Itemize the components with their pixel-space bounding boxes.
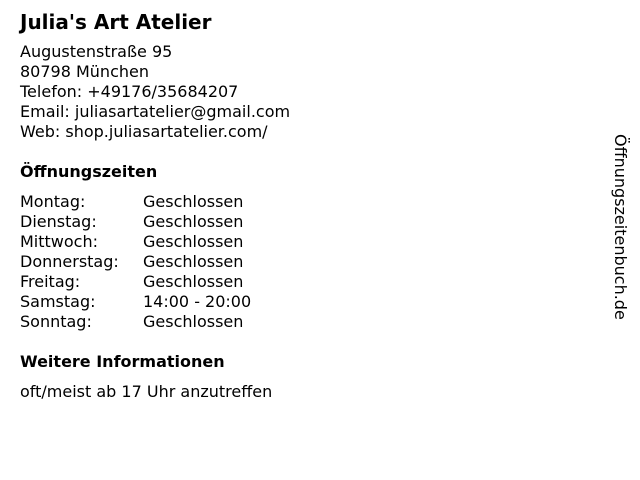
web-line: Web: shop.juliasartatelier.com/	[20, 122, 268, 141]
contact-block	[20, 42, 600, 142]
day-hours: Geschlossen	[143, 232, 244, 251]
opening-hours-heading: Öffnungszeiten	[20, 162, 158, 181]
opening-hours-table	[20, 192, 251, 332]
day-hours: Geschlossen	[143, 212, 244, 231]
business-name: Julia's Art Atelier	[20, 10, 212, 34]
day-hours: 14:00 - 20:00	[143, 292, 252, 311]
brand-watermark	[602, 134, 640, 364]
hours-row-saturday	[20, 292, 251, 312]
day-hours: Geschlossen	[143, 272, 244, 291]
day-label: Mittwoch:	[20, 232, 98, 251]
brand-text: Öffnungszeitenbuch.de	[611, 134, 630, 320]
day-label: Montag:	[20, 192, 86, 211]
hours-row-sunday	[20, 312, 251, 332]
day-label: Dienstag:	[20, 212, 97, 231]
more-info-heading: Weitere Informationen	[20, 352, 225, 371]
hours-row-thursday	[20, 252, 251, 272]
hours-row-friday	[20, 272, 251, 292]
hours-row-monday	[20, 192, 251, 212]
address-city: 80798 München	[20, 62, 149, 81]
day-hours: Geschlossen	[143, 252, 244, 271]
hours-row-tuesday	[20, 212, 251, 232]
address-street: Augustenstraße 95	[20, 42, 173, 61]
more-info-text: oft/meist ab 17 Uhr anzutreffen	[20, 382, 273, 401]
business-card	[20, 10, 600, 402]
hours-row-wednesday	[20, 232, 251, 252]
day-label: Sonntag:	[20, 312, 92, 331]
day-hours: Geschlossen	[143, 192, 244, 211]
email-line: Email: juliasartatelier@gmail.com	[20, 102, 291, 121]
day-label: Samstag:	[20, 292, 96, 311]
day-hours: Geschlossen	[143, 312, 244, 331]
day-label: Donnerstag:	[20, 252, 119, 271]
day-label: Freitag:	[20, 272, 81, 291]
phone-line: Telefon: +49176/35684207	[20, 82, 239, 101]
